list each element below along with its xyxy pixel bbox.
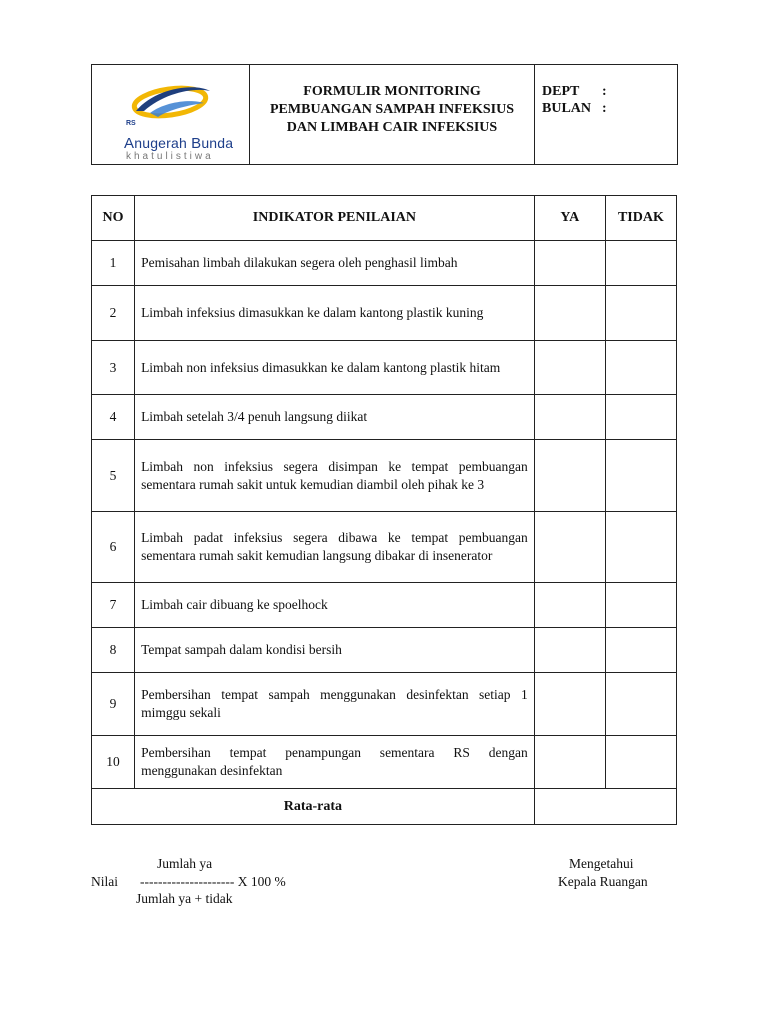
form-title [250,65,535,165]
ya-cell[interactable] [534,440,605,512]
ya-cell[interactable] [534,512,605,583]
logo-rs-text: RS [126,120,136,127]
formula-numerator: Jumlah ya [157,856,213,871]
row-indicator: Tempat sampah dalam kondisi bersih [135,628,535,673]
row-indicator: Limbah cair dibuang ke spoelhock [135,583,535,628]
row-number: 9 [92,673,135,736]
row-indicator: Limbah padat infeksius segera dibawa ke tempat pembuangan sementara rumah sakit kemudian langsung dibakar di insenerator [135,512,535,583]
form-title-line-3: DAN LIMBAH CAIR INFEKSIUS [286,120,498,135]
dept-separator: : [602,84,607,99]
header-tidak: TIDAK [605,196,676,241]
logo-cell [92,65,250,165]
logo-subtitle-text: khatulistiwa [126,151,214,162]
ya-cell[interactable] [534,736,605,789]
table-row [92,341,677,395]
bulan-separator: : [602,101,607,116]
logo-swoosh-icon [106,77,232,127]
row-number: 3 [92,341,135,395]
table-row [92,583,677,628]
dept-label: DEPT [542,84,580,99]
row-indicator: Limbah non infeksius segera disimpan ke tempat pembuangan sementara rumah sakit untuk kemudian diambil oleh pihak ke 3 [135,440,535,512]
header-no: NO [92,196,135,241]
row-indicator: Pembersihan tempat sampah menggunakan desinfektan setiap 1 mimggu sekali [135,673,535,736]
row-number: 1 [92,241,135,286]
row-indicator: Limbah infeksius dimasukkan ke dalam kantong plastik kuning [135,286,535,341]
row-number: 7 [92,583,135,628]
form-title-line-2: PEMBUANGAN SAMPAH INFEKSIUS [270,102,514,117]
tidak-cell[interactable] [605,736,676,789]
row-number: 10 [92,736,135,789]
table-row [92,440,677,512]
row-number: 2 [92,286,135,341]
row-number: 5 [92,440,135,512]
tidak-cell[interactable] [605,395,676,440]
formula-label: Nilai [91,874,118,889]
tidak-cell[interactable] [605,673,676,736]
row-number: 8 [92,628,135,673]
row-number: 6 [92,512,135,583]
tidak-cell[interactable] [605,583,676,628]
logo-name-text: Anugerah Bunda [124,135,234,152]
bulan-label: BULAN [542,101,592,116]
row-indicator: Pembersihan tempat penampungan sementara RS dengan menggunakan desinfektan [135,736,535,789]
row-indicator: Limbah non infeksius dimasukkan ke dalam kantong plastik hitam [135,341,535,395]
table-row [92,673,677,736]
table-row [92,286,677,341]
ya-cell[interactable] [534,673,605,736]
form-title-line-1: FORMULIR MONITORING [303,84,481,99]
tidak-cell[interactable] [605,286,676,341]
assessment-table [91,195,677,825]
row-number: 4 [92,395,135,440]
signature-line-1: Mengetahui [569,856,634,871]
average-label: Rata-rata [92,789,535,825]
header-ya: YA [534,196,605,241]
hospital-logo [106,77,234,162]
row-indicator: Pemisahan limbah dilakukan segera oleh penghasil limbah [135,241,535,286]
form-header [91,64,678,165]
header-indicator: INDIKATOR PENILAIAN [135,196,535,241]
ya-cell[interactable] [534,395,605,440]
ya-cell[interactable] [534,628,605,673]
tidak-cell[interactable] [605,440,676,512]
row-indicator: Limbah setelah 3/4 penuh langsung diikat [135,395,535,440]
ya-cell[interactable] [534,286,605,341]
tidak-cell[interactable] [605,512,676,583]
average-row [92,789,677,825]
formula-line: --------------------- X 100 % [140,874,286,889]
table-row [92,736,677,789]
tidak-cell[interactable] [605,241,676,286]
signature-line-2: Kepala Ruangan [558,874,648,889]
ya-cell[interactable] [534,241,605,286]
tidak-cell[interactable] [605,628,676,673]
ya-cell[interactable] [534,583,605,628]
dept-field[interactable] [542,83,677,100]
table-row [92,395,677,440]
table-row [92,628,677,673]
tidak-cell[interactable] [605,341,676,395]
table-row [92,512,677,583]
table-header-row [92,196,677,241]
average-value-cell[interactable] [534,789,676,825]
ya-cell[interactable] [534,341,605,395]
dept-cell [535,65,678,165]
bulan-field[interactable] [542,100,677,117]
formula-denominator: Jumlah ya + tidak [136,891,233,906]
table-row [92,241,677,286]
